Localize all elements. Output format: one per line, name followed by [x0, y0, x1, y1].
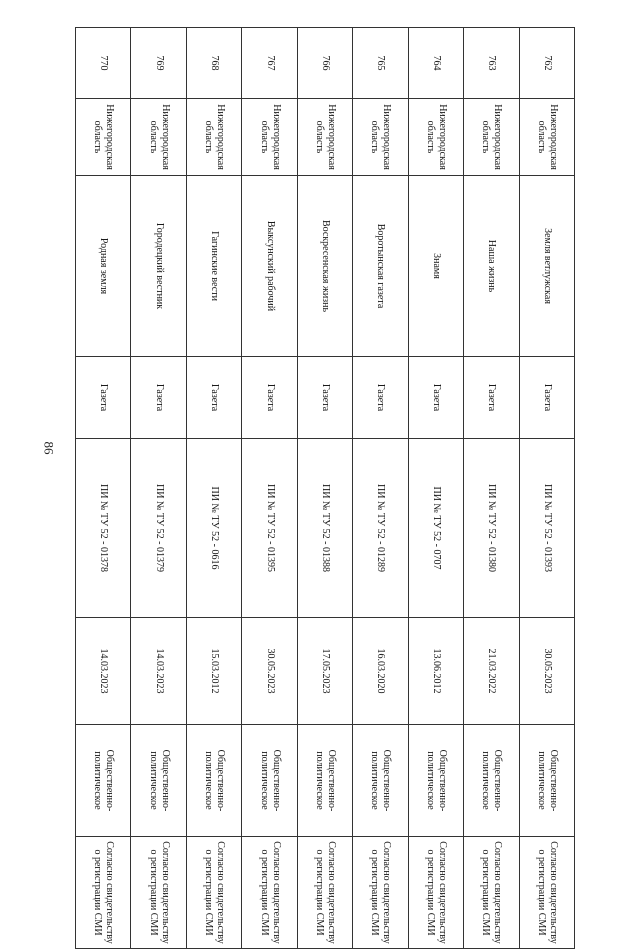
row-media-type: Газета: [131, 357, 186, 439]
row-publication-name: Воротынская газета: [353, 176, 408, 357]
row-registration-number: ПИ № ТУ 52 - 01378: [76, 439, 132, 618]
row-number: 763: [464, 28, 519, 99]
row-note: Согласно свидетельству о регистрации СМИ: [353, 837, 408, 949]
table-row: [242, 28, 297, 949]
row-number: 766: [297, 28, 352, 99]
table-row: [353, 28, 408, 949]
row-publication-name: Родная земля: [76, 176, 132, 357]
row-topic: Общественно-политическое: [76, 725, 132, 837]
row-registration-date: 21.03.2022: [464, 618, 519, 725]
row-number: 764: [408, 28, 463, 99]
row-registration-number: ПИ № ТУ 52 - 01388: [297, 439, 352, 618]
table-row: [76, 28, 132, 949]
row-publication-name: Знамя: [408, 176, 463, 357]
row-registration-date: 16.03.2020: [353, 618, 408, 725]
row-number: 762: [519, 28, 574, 99]
row-topic: Общественно-политическое: [186, 725, 241, 837]
row-registration-number: ПИ № ТУ 52 - 01393: [519, 439, 574, 618]
table-row: [519, 28, 574, 949]
row-region: Нижегородская область: [242, 99, 297, 176]
row-note: Согласно свидетельству о регистрации СМИ: [408, 837, 463, 949]
row-note: Согласно свидетельству о регистрации СМИ: [519, 837, 574, 949]
row-registration-number: ПИ № ТУ 52 - 01379: [131, 439, 186, 618]
table-row: [408, 28, 463, 949]
table-row: [297, 28, 352, 949]
row-topic: Общественно-политическое: [353, 725, 408, 837]
row-registration-date: 17.05.2023: [297, 618, 352, 725]
row-media-type: Газета: [76, 357, 132, 439]
row-region: Нижегородская область: [408, 99, 463, 176]
row-media-type: Газета: [353, 357, 408, 439]
row-registration-date: 30.05.2023: [519, 618, 574, 725]
row-region: Нижегородская область: [76, 99, 132, 176]
row-media-type: Газета: [408, 357, 463, 439]
row-registration-date: 13.06.2012: [408, 618, 463, 725]
row-number: 769: [131, 28, 186, 99]
registry-table-frame: [75, 27, 575, 944]
row-note: Согласно свидетельству о регистрации СМИ: [76, 837, 132, 949]
row-registration-number: ПИ № ТУ 52 - 01395: [242, 439, 297, 618]
row-registration-date: 14.03.2023: [131, 618, 186, 725]
row-publication-name: Гагинские вести: [186, 176, 241, 357]
row-note: Согласно свидетельству о регистрации СМИ: [464, 837, 519, 949]
row-registration-number: ПИ № ТУ 52 - 0707: [408, 439, 463, 618]
row-publication-name: Наша жизнь: [464, 176, 519, 357]
row-region: Нижегородская область: [353, 99, 408, 176]
row-region: Нижегородская область: [464, 99, 519, 176]
row-region: Нижегородская область: [519, 99, 574, 176]
row-region: Нижегородская область: [297, 99, 352, 176]
row-publication-name: Городецкий вестник: [131, 176, 186, 357]
row-note: Согласно свидетельству о регистрации СМИ: [186, 837, 241, 949]
row-number: 765: [353, 28, 408, 99]
row-note: Согласно свидетельству о регистрации СМИ: [131, 837, 186, 949]
row-number: 767: [242, 28, 297, 99]
row-region: Нижегородская область: [186, 99, 241, 176]
row-topic: Общественно-политическое: [519, 725, 574, 837]
row-note: Согласно свидетельству о регистрации СМИ: [297, 837, 352, 949]
row-region: Нижегородская область: [131, 99, 186, 176]
row-registration-number: ПИ № ТУ 52 - 01380: [464, 439, 519, 618]
row-number: 768: [186, 28, 241, 99]
row-media-type: Газета: [297, 357, 352, 439]
row-registration-date: 15.03.2012: [186, 618, 241, 725]
row-media-type: Газета: [519, 357, 574, 439]
row-registration-number: ПИ № ТУ 52 - 0616: [186, 439, 241, 618]
row-number: 770: [76, 28, 132, 99]
media-registry-table: [75, 27, 575, 949]
registry-body: [76, 28, 575, 949]
row-topic: Общественно-политическое: [131, 725, 186, 837]
row-media-type: Газета: [186, 357, 241, 439]
row-publication-name: Выксунский рабочий: [242, 176, 297, 357]
row-topic: Общественно-политическое: [297, 725, 352, 837]
row-note: Согласно свидетельству о регистрации СМИ: [242, 837, 297, 949]
row-topic: Общественно-политическое: [464, 725, 519, 837]
row-media-type: Газета: [464, 357, 519, 439]
row-registration-date: 30.05.2023: [242, 618, 297, 725]
row-topic: Общественно-политическое: [408, 725, 463, 837]
row-registration-number: ПИ № ТУ 52 - 01289: [353, 439, 408, 618]
table-row: [186, 28, 241, 949]
row-media-type: Газета: [242, 357, 297, 439]
table-row: [464, 28, 519, 949]
row-publication-name: Земля ветлужская: [519, 176, 574, 357]
page-number: 86: [41, 441, 57, 455]
table-row: [131, 28, 186, 949]
row-registration-date: 14.03.2023: [76, 618, 132, 725]
row-publication-name: Воскресенская жизнь: [297, 176, 352, 357]
row-topic: Общественно-политическое: [242, 725, 297, 837]
